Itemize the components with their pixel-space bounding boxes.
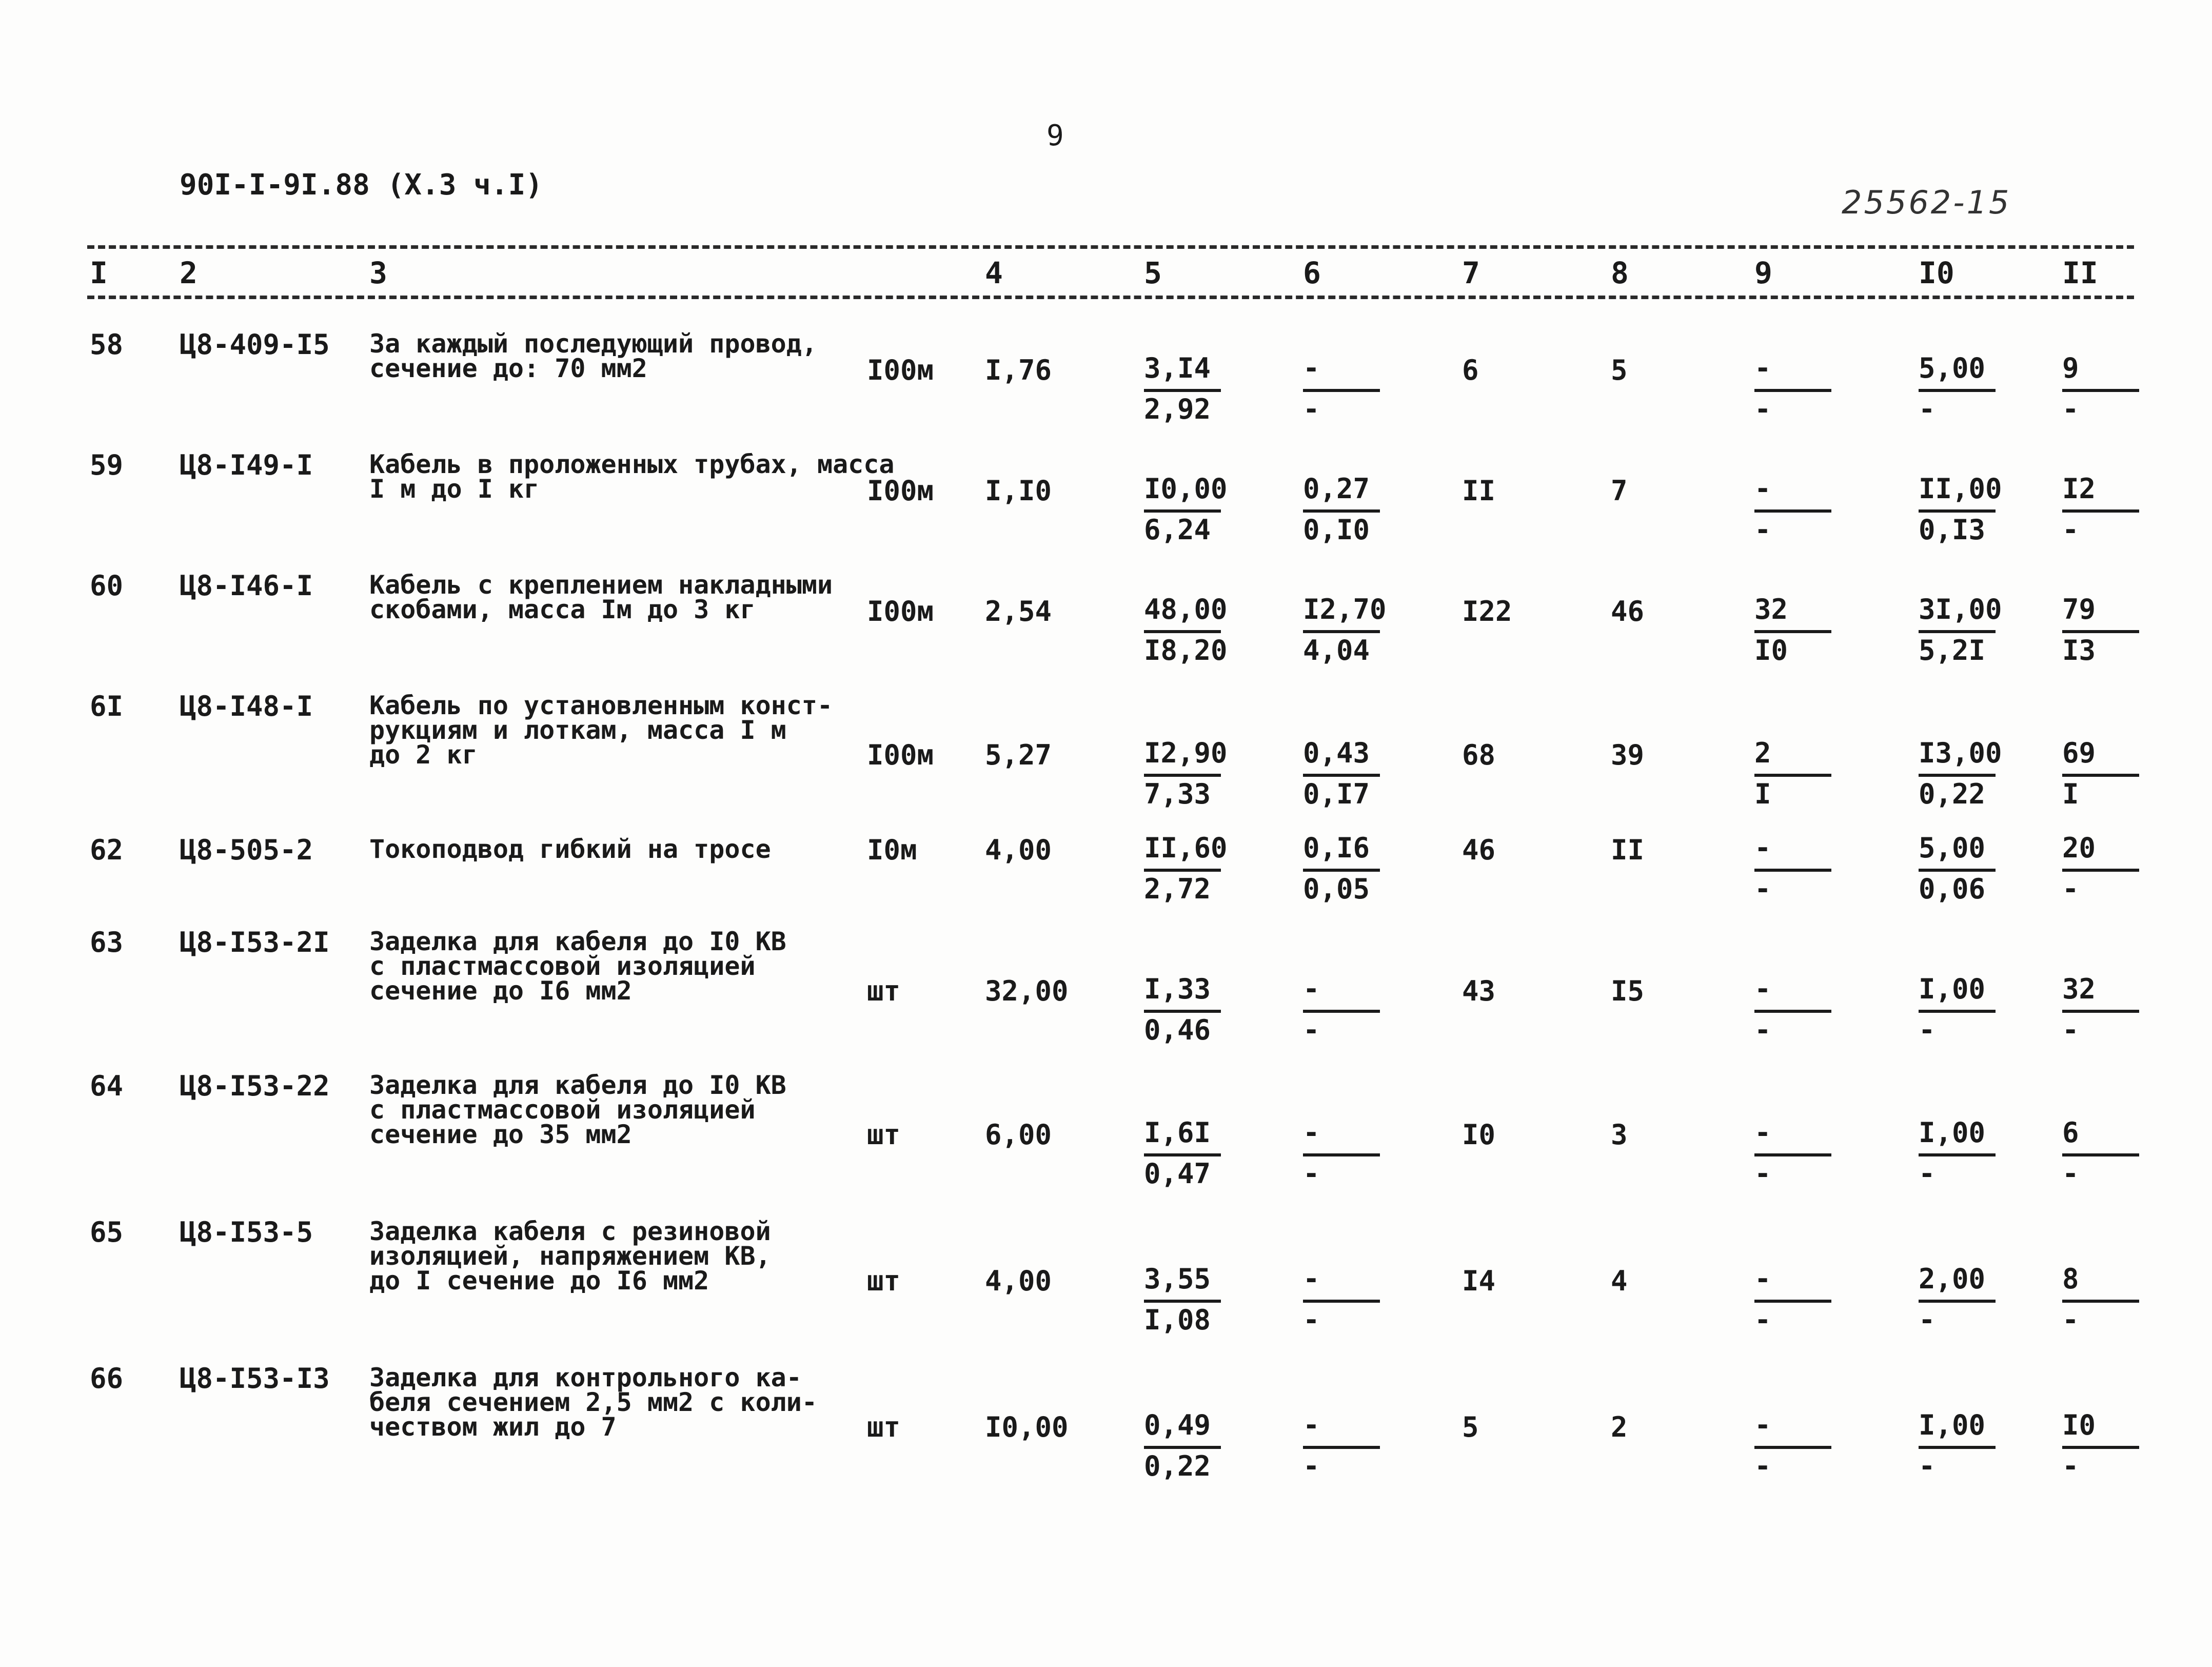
col9-value-bar [1754, 1010, 1831, 1013]
col6-value [1303, 1116, 1406, 1191]
col10-value-bottom: 0,I3 [1919, 514, 1986, 546]
col11-value [2062, 1265, 2165, 1338]
col10-value [1919, 1411, 2021, 1484]
col11-value-top: 6 [2062, 1116, 2079, 1149]
col9-value-bottom: - [1754, 1304, 1771, 1336]
col9-value [1754, 1265, 1857, 1338]
col9-value-bar [1754, 1153, 1831, 1156]
col10-value-top: 5,00 [1919, 352, 1986, 384]
col5-value-bottom: 7,33 [1144, 778, 1211, 810]
unit: I00м [867, 739, 934, 771]
col10-value-bottom: - [1919, 1158, 1936, 1190]
col5-value-top: I,6I [1144, 1116, 1211, 1149]
col9-value-bar [1754, 630, 1831, 633]
col10-value-bottom: 5,2I [1919, 634, 1986, 666]
unit: шт [867, 1119, 901, 1151]
col6-value-top: - [1303, 973, 1320, 1005]
col6-value [1303, 354, 1406, 427]
col9-value [1754, 739, 1857, 812]
page-number: 9 [1046, 119, 1064, 152]
column-header: 3 [369, 256, 387, 290]
col9-value [1754, 1411, 1857, 1484]
col6-value-bottom: - [1303, 1014, 1320, 1046]
col9-value-top: - [1754, 1263, 1771, 1295]
header-top-rule [87, 245, 2134, 249]
col6-value-bar [1303, 1010, 1380, 1013]
col5-value-bar [1144, 774, 1221, 777]
col10-value-top: 3I,00 [1919, 593, 2002, 625]
col6-value-top: 0,27 [1303, 473, 1370, 505]
col5-value [1144, 975, 1247, 1048]
unit: I00м [867, 595, 934, 627]
col5-value-bar [1144, 1010, 1221, 1013]
col11-value-top: 32 [2062, 973, 2096, 1005]
column-header: 8 [1611, 256, 1629, 290]
col5-value-bottom: 2,72 [1144, 873, 1211, 905]
col11-value-bar [2062, 630, 2139, 633]
quantity: 4,00 [985, 1265, 1052, 1297]
col10-value-bar [1919, 389, 1996, 392]
work-description: Заделка для кабеля до I0 КВ с пластмассовой изоляцией сечение до 35 мм2 [369, 1070, 786, 1149]
col9-value-top: - [1754, 1409, 1771, 1441]
col11-value-bar [2062, 1153, 2139, 1156]
col10-value [1919, 739, 2021, 812]
column-header: 4 [985, 256, 1003, 290]
col6-value-top: 0,I6 [1303, 832, 1370, 864]
col5-value-top: I0,00 [1144, 473, 1228, 505]
col5-value [1144, 595, 1247, 668]
quantity: I,76 [985, 354, 1052, 386]
col9-value-top: - [1754, 832, 1771, 864]
col8-value: 4 [1611, 1265, 1628, 1297]
col6-value-bottom: - [1303, 1304, 1320, 1336]
col11-value-bottom: - [2062, 393, 2079, 425]
col10-value-bottom: 0,22 [1919, 778, 1986, 810]
col9-value [1754, 595, 1857, 668]
col10-value-top: I3,00 [1919, 737, 2002, 769]
col5-value-bar [1144, 1300, 1221, 1303]
col5-value-bottom: 0,47 [1144, 1158, 1211, 1190]
col10-value-bottom: 0,06 [1919, 873, 1986, 905]
col8-value: II [1611, 834, 1645, 866]
col11-value-top: 8 [2062, 1263, 2079, 1295]
rate-code: Ц8-I48-I [180, 690, 313, 722]
col11-value-bar [2062, 1300, 2139, 1303]
col11-value-top: I2 [2062, 473, 2096, 505]
col5-value-top: 3,I4 [1144, 352, 1211, 384]
col11-value-bar [2062, 1446, 2139, 1449]
col6-value-bottom: - [1303, 1450, 1320, 1482]
unit: I0м [867, 834, 917, 866]
col9-value [1754, 834, 1857, 907]
work-description: Кабель с креплением накладными скобами, масса Iм до 3 кг [369, 570, 833, 624]
col5-value-top: 0,49 [1144, 1409, 1211, 1441]
col10-value-top: I,00 [1919, 1116, 1986, 1149]
col6-value-top: - [1303, 1263, 1320, 1295]
col6-value-bar [1303, 389, 1380, 392]
col5-value-top: I2,90 [1144, 737, 1228, 769]
col9-value-top: - [1754, 352, 1771, 384]
quantity: 5,27 [985, 739, 1052, 771]
col10-value [1919, 475, 2021, 547]
col5-value-bottom: 2,92 [1144, 393, 1211, 425]
col5-value-bottom: 0,46 [1144, 1014, 1211, 1046]
col11-value [2062, 475, 2165, 547]
col5-value [1144, 739, 1247, 812]
col7-value: I0 [1462, 1119, 1496, 1151]
col10-value [1919, 975, 2021, 1048]
work-description: Кабель по установленным конст- рукциям и лоткам, масса I м до 2 кг [369, 691, 833, 770]
col10-value-bar [1919, 630, 1996, 633]
col11-value [2062, 834, 2165, 907]
col9-value-bar [1754, 509, 1831, 513]
col11-value-bottom: - [2062, 514, 2079, 546]
col11-value [2062, 1116, 2165, 1191]
col6-value-top: 0,43 [1303, 737, 1370, 769]
row-number: 62 [90, 834, 124, 866]
col11-value-bottom: I3 [2062, 634, 2096, 666]
col6-value-bar [1303, 774, 1380, 777]
work-description: Токоподвод гибкий на тросе [369, 834, 771, 864]
col11-value-top: 79 [2062, 593, 2096, 625]
row-number: 6I [90, 690, 124, 722]
col10-value-bar [1919, 509, 1996, 513]
col5-value-top: 3,55 [1144, 1263, 1211, 1295]
col8-value: 46 [1611, 595, 1645, 627]
col6-value-bottom: 4,04 [1303, 634, 1370, 666]
col5-value-top: II,60 [1144, 832, 1228, 864]
column-header: 7 [1462, 256, 1480, 290]
col6-value [1303, 1265, 1406, 1338]
col10-value-top: 5,00 [1919, 832, 1986, 864]
column-header: 6 [1303, 256, 1321, 290]
col7-value: I22 [1462, 595, 1512, 627]
col11-value-bar [2062, 774, 2139, 777]
unit: I00м [867, 475, 934, 507]
col11-value-bar [2062, 389, 2139, 392]
rate-code: Ц8-I46-I [180, 570, 313, 602]
rate-code: Ц8-I49-I [180, 449, 313, 481]
col9-value [1754, 1116, 1857, 1191]
col5-value-bottom: 0,22 [1144, 1450, 1211, 1482]
col9-value-bar [1754, 389, 1831, 392]
row-number: 66 [90, 1362, 124, 1395]
col10-value-bar [1919, 1300, 1996, 1303]
col11-value [2062, 595, 2165, 668]
col9-value-bar [1754, 869, 1831, 872]
col9-value-bar [1754, 1446, 1831, 1449]
col9-value-bottom: I0 [1754, 634, 1788, 666]
col10-value-bar [1919, 869, 1996, 872]
col11-value-bottom: - [2062, 1450, 2079, 1482]
col8-value: 3 [1611, 1119, 1628, 1151]
col9-value-bottom: - [1754, 1450, 1771, 1482]
col11-value-bottom: I [2062, 778, 2079, 810]
col6-value-bar [1303, 869, 1380, 872]
col7-value: 43 [1462, 975, 1496, 1007]
unit: шт [867, 975, 901, 1007]
row-number: 60 [90, 570, 124, 602]
col10-value-top: II,00 [1919, 473, 2002, 505]
col6-value-bar [1303, 1300, 1380, 1303]
col6-value [1303, 739, 1406, 812]
col9-value-top: - [1754, 973, 1771, 1005]
rate-code: Ц8-I53-2I [180, 926, 330, 958]
col11-value-bar [2062, 1010, 2139, 1013]
col5-value-top: 48,00 [1144, 593, 1228, 625]
col5-value-bar [1144, 509, 1221, 513]
col6-value [1303, 834, 1406, 907]
col6-value-bar [1303, 630, 1380, 633]
col5-value [1144, 1265, 1247, 1338]
col9-value-bottom: - [1754, 514, 1771, 546]
quantity: 4,00 [985, 834, 1052, 866]
row-number: 64 [90, 1070, 124, 1102]
col10-value-top: 2,00 [1919, 1263, 1986, 1295]
work-description: Кабель в проложенных трубах, масса I м до I кг [369, 449, 895, 504]
col11-value [2062, 739, 2165, 812]
col5-value-bar [1144, 389, 1221, 392]
col9-value-bottom: - [1754, 1014, 1771, 1046]
col9-value-top: - [1754, 1116, 1771, 1149]
col11-value-bottom: - [2062, 1304, 2079, 1336]
col11-value-bar [2062, 509, 2139, 513]
col5-value-bar [1144, 869, 1221, 872]
col6-value-bar [1303, 1446, 1380, 1449]
col5-value [1144, 834, 1247, 907]
col7-value: 6 [1462, 354, 1479, 386]
col7-value: 46 [1462, 834, 1496, 866]
col10-value [1919, 354, 2021, 427]
rate-code: Ц8-409-I5 [180, 328, 330, 361]
col6-value [1303, 475, 1406, 547]
col5-value-bar [1144, 630, 1221, 633]
col7-value: 5 [1462, 1411, 1479, 1443]
col6-value [1303, 975, 1406, 1048]
rate-code: Ц8-I53-5 [180, 1216, 313, 1248]
rate-code: Ц8-I53-22 [180, 1070, 330, 1102]
work-description: Заделка кабеля с резиновой изоляцией, напряжением КВ, до I сечение до I6 мм2 [369, 1217, 771, 1296]
header-bottom-rule [87, 296, 2134, 299]
col8-value: 39 [1611, 739, 1645, 771]
rate-code: Ц8-I53-I3 [180, 1362, 330, 1395]
col6-value-bar [1303, 509, 1380, 513]
quantity: I,I0 [985, 475, 1052, 507]
document-code: 90I-I-9I.88 (X.3 ч.I) [180, 168, 543, 202]
col6-value-bottom: 0,05 [1303, 873, 1370, 905]
column-header: 9 [1754, 256, 1772, 290]
col5-value [1144, 354, 1247, 427]
col5-value-bar [1144, 1446, 1221, 1449]
col5-value-bottom: I8,20 [1144, 634, 1228, 666]
sheet-code: 25562-15 [1842, 184, 2011, 221]
col10-value [1919, 595, 2021, 668]
col10-value [1919, 834, 2021, 907]
col9-value-top: - [1754, 473, 1771, 505]
work-description: Заделка для контрольного ка- беля сечением 2,5 мм2 с коли- чеством жил до 7 [369, 1363, 817, 1442]
col5-value-bottom: 6,24 [1144, 514, 1211, 546]
col11-value [2062, 975, 2165, 1048]
col10-value-bottom: - [1919, 393, 1936, 425]
col9-value-top: 32 [1754, 593, 1788, 625]
col5-value [1144, 1411, 1247, 1484]
col11-value-top: 69 [2062, 737, 2096, 769]
column-header: II [2062, 256, 2098, 290]
col11-value-top: 20 [2062, 832, 2096, 864]
col9-value [1754, 475, 1857, 547]
col11-value-top: I0 [2062, 1409, 2096, 1441]
col10-value-bottom: - [1919, 1014, 1936, 1046]
quantity: 6,00 [985, 1119, 1052, 1151]
col9-value [1754, 354, 1857, 427]
col6-value-top: - [1303, 352, 1320, 384]
col5-value-top: I,33 [1144, 973, 1211, 1005]
col9-value-top: 2 [1754, 737, 1771, 769]
col8-value: 2 [1611, 1411, 1628, 1443]
col6-value-bottom: - [1303, 393, 1320, 425]
unit: шт [867, 1411, 901, 1443]
col6-value-bottom: 0,I7 [1303, 778, 1370, 810]
unit: I00м [867, 354, 934, 386]
unit: шт [867, 1265, 901, 1297]
col6-value-top: - [1303, 1409, 1320, 1441]
col5-value [1144, 475, 1247, 547]
col11-value [2062, 1411, 2165, 1484]
col11-value [2062, 354, 2165, 427]
row-number: 58 [90, 328, 124, 361]
col7-value: 68 [1462, 739, 1496, 771]
col9-value-bar [1754, 774, 1831, 777]
col9-value [1754, 975, 1857, 1048]
col10-value-bottom: - [1919, 1304, 1936, 1336]
col10-value-top: I,00 [1919, 973, 1986, 1005]
col10-value-bar [1919, 1153, 1996, 1156]
col10-value [1919, 1265, 2021, 1338]
col9-value-bottom: - [1754, 393, 1771, 425]
col9-value-bottom: - [1754, 873, 1771, 905]
col10-value-bottom: - [1919, 1450, 1936, 1482]
col9-value-bottom: I [1754, 778, 1771, 810]
col8-value: 7 [1611, 475, 1628, 507]
col9-value-bar [1754, 1300, 1831, 1303]
row-number: 65 [90, 1216, 124, 1248]
col6-value-top: I2,70 [1303, 593, 1387, 625]
row-number: 59 [90, 449, 124, 481]
column-header: I [90, 256, 108, 290]
col5-value [1144, 1116, 1247, 1191]
col11-value-bottom: - [2062, 1158, 2079, 1190]
row-number: 63 [90, 926, 124, 958]
col6-value-bottom: - [1303, 1158, 1320, 1190]
col6-value-top: - [1303, 1116, 1320, 1149]
rate-code: Ц8-505-2 [180, 834, 313, 866]
col6-value-bottom: 0,I0 [1303, 514, 1370, 546]
col10-value-bar [1919, 1446, 1996, 1449]
col6-value [1303, 1411, 1406, 1484]
col9-value-bottom: - [1754, 1158, 1771, 1190]
col11-value-bottom: - [2062, 873, 2079, 905]
col5-value-bottom: I,08 [1144, 1304, 1211, 1336]
quantity: 2,54 [985, 595, 1052, 627]
quantity: 32,00 [985, 975, 1069, 1007]
col7-value: II [1462, 475, 1496, 507]
col10-value-bar [1919, 774, 1996, 777]
quantity: I0,00 [985, 1411, 1069, 1443]
col8-value: I5 [1611, 975, 1645, 1007]
col10-value-top: I,00 [1919, 1409, 1986, 1441]
col7-value: I4 [1462, 1265, 1496, 1297]
column-header: I0 [1919, 256, 1954, 290]
work-description: За каждый последующий провод, сечение до: 70 мм2 [369, 329, 817, 383]
work-description: Заделка для кабеля до I0 КВ с пластмассовой изоляцией сечение до I6 мм2 [369, 927, 786, 1006]
col11-value-bar [2062, 869, 2139, 872]
col11-value-top: 9 [2062, 352, 2079, 384]
column-header: 2 [180, 256, 198, 290]
col6-value-bar [1303, 1153, 1380, 1156]
col10-value [1919, 1116, 2021, 1191]
column-header: 5 [1144, 256, 1162, 290]
col10-value-bar [1919, 1010, 1996, 1013]
col6-value [1303, 595, 1406, 668]
col5-value-bar [1144, 1153, 1221, 1156]
col11-value-bottom: - [2062, 1014, 2079, 1046]
col8-value: 5 [1611, 354, 1628, 386]
